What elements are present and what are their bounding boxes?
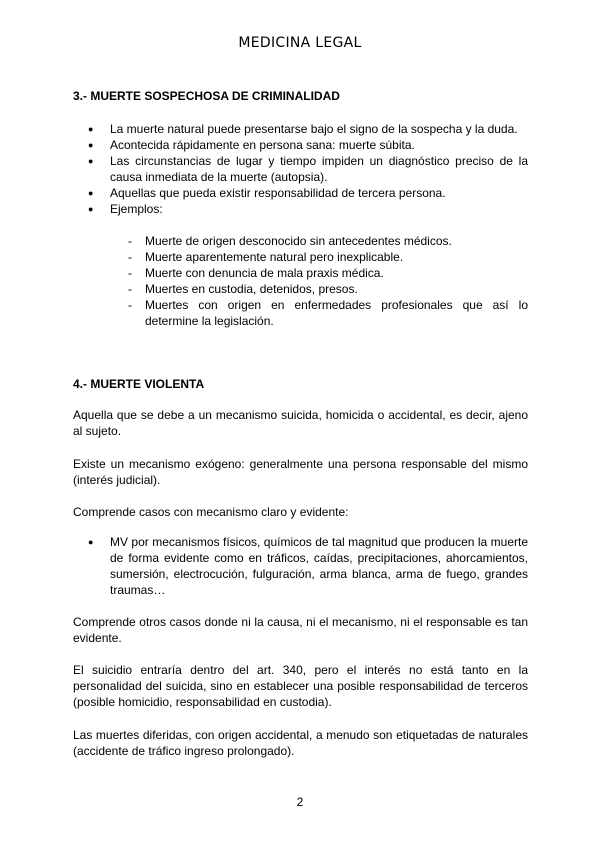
list-item: - Muerte aparentemente natural pero inexplicable. xyxy=(73,249,528,265)
paragraph: Comprende otros casos donde ni la causa, ni el mecanismo, ni el responsable es tan evidente. xyxy=(73,615,528,645)
section-4-paragraph-2 xyxy=(73,456,528,488)
section-3-title xyxy=(73,88,528,104)
list-item: ● Ejemplos: xyxy=(73,201,528,217)
section-4-paragraph-5 xyxy=(73,662,528,710)
section-4-paragraph-3 xyxy=(73,504,528,520)
section-4-paragraph-4 xyxy=(73,614,528,646)
list-item: - Muerte de origen desconocido sin antecedentes médicos. xyxy=(73,233,528,249)
section-4-heading: 4.- MUERTE VIOLENTA xyxy=(73,377,205,391)
paragraph: Comprende casos con mecanismo claro y evidente: xyxy=(73,505,349,519)
section-3-examples xyxy=(73,233,528,329)
section-4-paragraph-6 xyxy=(73,727,528,759)
section-4-paragraph-1 xyxy=(73,407,528,439)
section-3-bullets xyxy=(73,121,528,217)
list-item: ● Aquellas que pueda existir responsabilidad de tercera persona. xyxy=(73,185,528,201)
list-item: - Muertes en custodia, detenidos, presos. xyxy=(73,281,528,297)
list-item: ● Las circunstancias de lugar y tiempo impiden un diagnóstico preciso de la causa inmediata de la muerte (autopsia). xyxy=(73,153,528,185)
paragraph: El suicidio entraría dentro del art. 340, pero el interés no está tanto en la personalidad del suicida, sino en establecer una posible responsabilidad de terceros (posible homicidio, responsabilidad en custodia). xyxy=(73,663,528,709)
section-3-heading: 3.- MUERTE SOSPECHOSA DE CRIMINALIDAD xyxy=(73,89,340,103)
paragraph: Las muertes diferidas, con origen accidental, a menudo son etiquetadas de naturales (accidente de tráfico ingreso prolongado). xyxy=(73,728,528,758)
list-item: - Muertes con origen en enfermedades profesionales que así lo determine la legislación. xyxy=(73,297,528,329)
page-number: 2 xyxy=(296,795,304,809)
list-item: ● La muerte natural puede presentarse bajo el signo de la sospecha y la duda. xyxy=(73,121,528,137)
section-4-title xyxy=(73,376,528,392)
section-4-bullets xyxy=(73,534,528,598)
list-item: ● Acontecida rápidamente en persona sana: muerte súbita. xyxy=(73,137,528,153)
list-item: ● MV por mecanismos físicos, químicos de tal magnitud que producen la muerte de forma evidente como en tráficos, caídas, precipitaciones, ahorcamientos, sumersión, electrocución, fulguración, arma blanca, arma de fuego, grandes traumas… xyxy=(73,534,528,598)
paragraph: Aquella que se debe a un mecanismo suicida, homicida o accidental, es decir, ajeno al sujeto. xyxy=(73,408,528,438)
list-item: - Muerte con denuncia de mala praxis médica. xyxy=(73,265,528,281)
paragraph: Existe un mecanismo exógeno: generalmente una persona responsable del mismo (interés judicial). xyxy=(73,457,528,487)
document-header: MEDICINA LEGAL xyxy=(238,35,362,51)
